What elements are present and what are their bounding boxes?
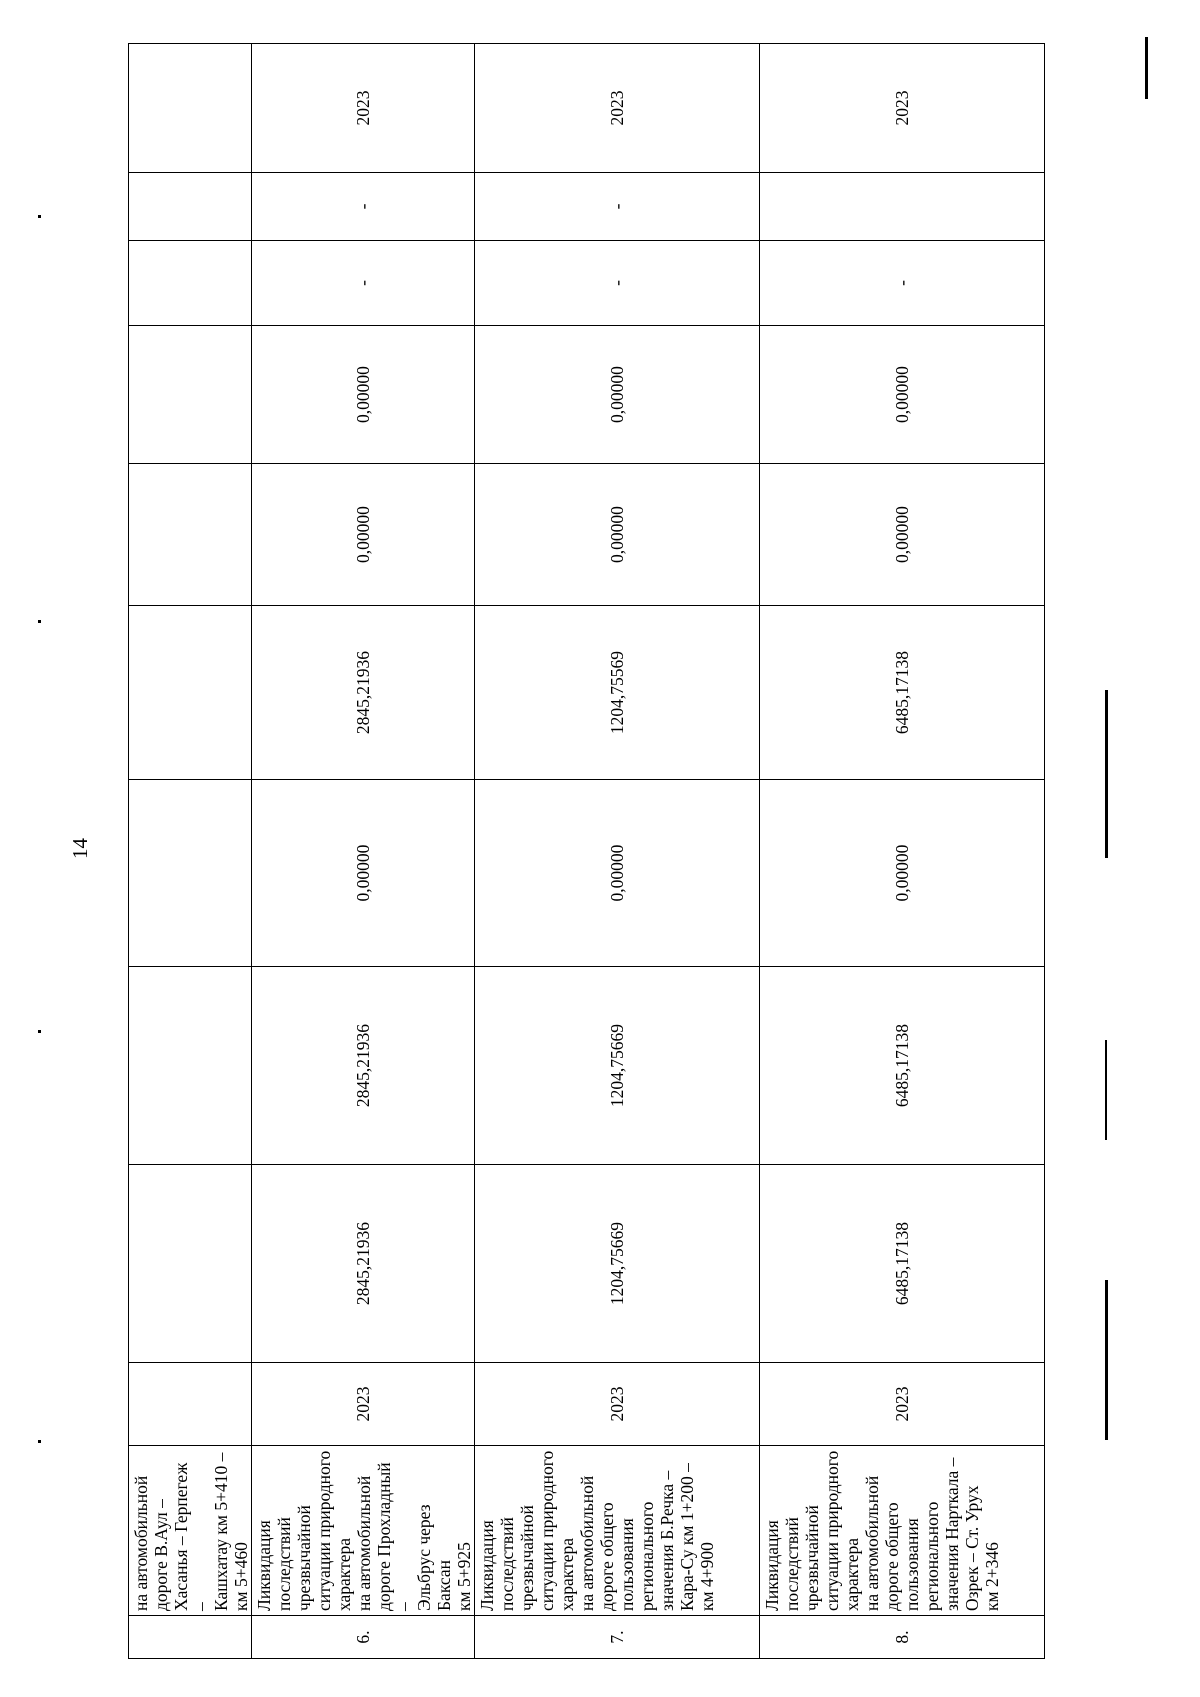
value-cell [129, 780, 252, 967]
value-cell: 0,00000 [475, 780, 760, 967]
data-table [128, 43, 1045, 1659]
scan-artifact [38, 215, 41, 218]
value-cell: 2845,21936 [252, 606, 475, 780]
value-cell [760, 173, 1045, 241]
value-cell [129, 606, 252, 780]
value-cell [129, 464, 252, 606]
start-year-cell: 2023 [252, 1363, 475, 1446]
total-cell: 2845,21936 [252, 1165, 475, 1363]
value-cell: 1204,75569 [475, 606, 760, 780]
value-cell: 0,00000 [252, 780, 475, 967]
value-cell: - [760, 241, 1045, 326]
table-row [252, 44, 475, 1659]
end-year-cell: 2023 [252, 44, 475, 173]
value-cell: 0,00000 [252, 326, 475, 464]
value-cell: 6485,17138 [760, 606, 1045, 780]
value-cell [129, 241, 252, 326]
end-year-cell: 2023 [475, 44, 760, 173]
value-cell: 0,00000 [252, 464, 475, 606]
end-year-cell: 2023 [760, 44, 1045, 173]
row-number: 7. [475, 1616, 760, 1659]
total-cell: 6485,17138 [760, 1165, 1045, 1363]
value-cell: 0,00000 [760, 326, 1045, 464]
value-cell: 0,00000 [475, 326, 760, 464]
row-description: на автомобильной дороге В.Аул – Хасанья – Герпегеж – Кашхатау км 5+410 – км 5+460 [129, 1446, 252, 1616]
page-number: 14 [68, 838, 92, 859]
row-number: 8. [760, 1616, 1045, 1659]
value-cell [129, 326, 252, 464]
value-cell [129, 173, 252, 241]
value-cell: 0,00000 [760, 464, 1045, 606]
table-row [760, 44, 1045, 1659]
scan-artifact [1105, 1280, 1108, 1440]
value-cell: 6485,17138 [760, 967, 1045, 1165]
value-cell [129, 967, 252, 1165]
value-cell: - [252, 241, 475, 326]
start-year-cell [129, 1363, 252, 1446]
value-cell: 1204,75669 [475, 967, 760, 1165]
table-row [475, 44, 760, 1659]
total-cell [129, 1165, 252, 1363]
scan-artifact [38, 620, 41, 623]
start-year-cell: 2023 [475, 1363, 760, 1446]
row-description: Ликвидация последствий чрезвычайной ситуации природного характера на автомобильной дороге общего пользования регионального значения Б.Речка – Кара-Су км 1+200 – км 4+900 [475, 1446, 760, 1616]
value-cell: - [252, 173, 475, 241]
scan-artifact [38, 1440, 41, 1443]
value-cell: - [475, 241, 760, 326]
row-number [129, 1616, 252, 1659]
value-cell: 2845,21936 [252, 967, 475, 1165]
scan-artifact [1145, 37, 1148, 99]
total-cell: 1204,75669 [475, 1165, 760, 1363]
value-cell: 0,00000 [760, 780, 1045, 967]
value-cell: - [475, 173, 760, 241]
row-description: Ликвидация последствий чрезвычайной ситуации природного характера на автомобильной дороге Прохладный – Эльбрус через Баксан км 5+925 [252, 1446, 475, 1616]
scan-artifact [1105, 1040, 1107, 1140]
table-row [129, 44, 252, 1659]
row-number: 6. [252, 1616, 475, 1659]
scan-artifact [38, 1030, 41, 1033]
start-year-cell: 2023 [760, 1363, 1045, 1446]
scan-artifact [1105, 690, 1108, 858]
value-cell: 0,00000 [475, 464, 760, 606]
row-description: Ликвидация последствий чрезвычайной ситуации природного характера на автомобильной дороге общего пользования регионального значения Нарткала – Озрек – Ст. Урух км 2+346 [760, 1446, 1045, 1616]
end-year-cell [129, 44, 252, 173]
